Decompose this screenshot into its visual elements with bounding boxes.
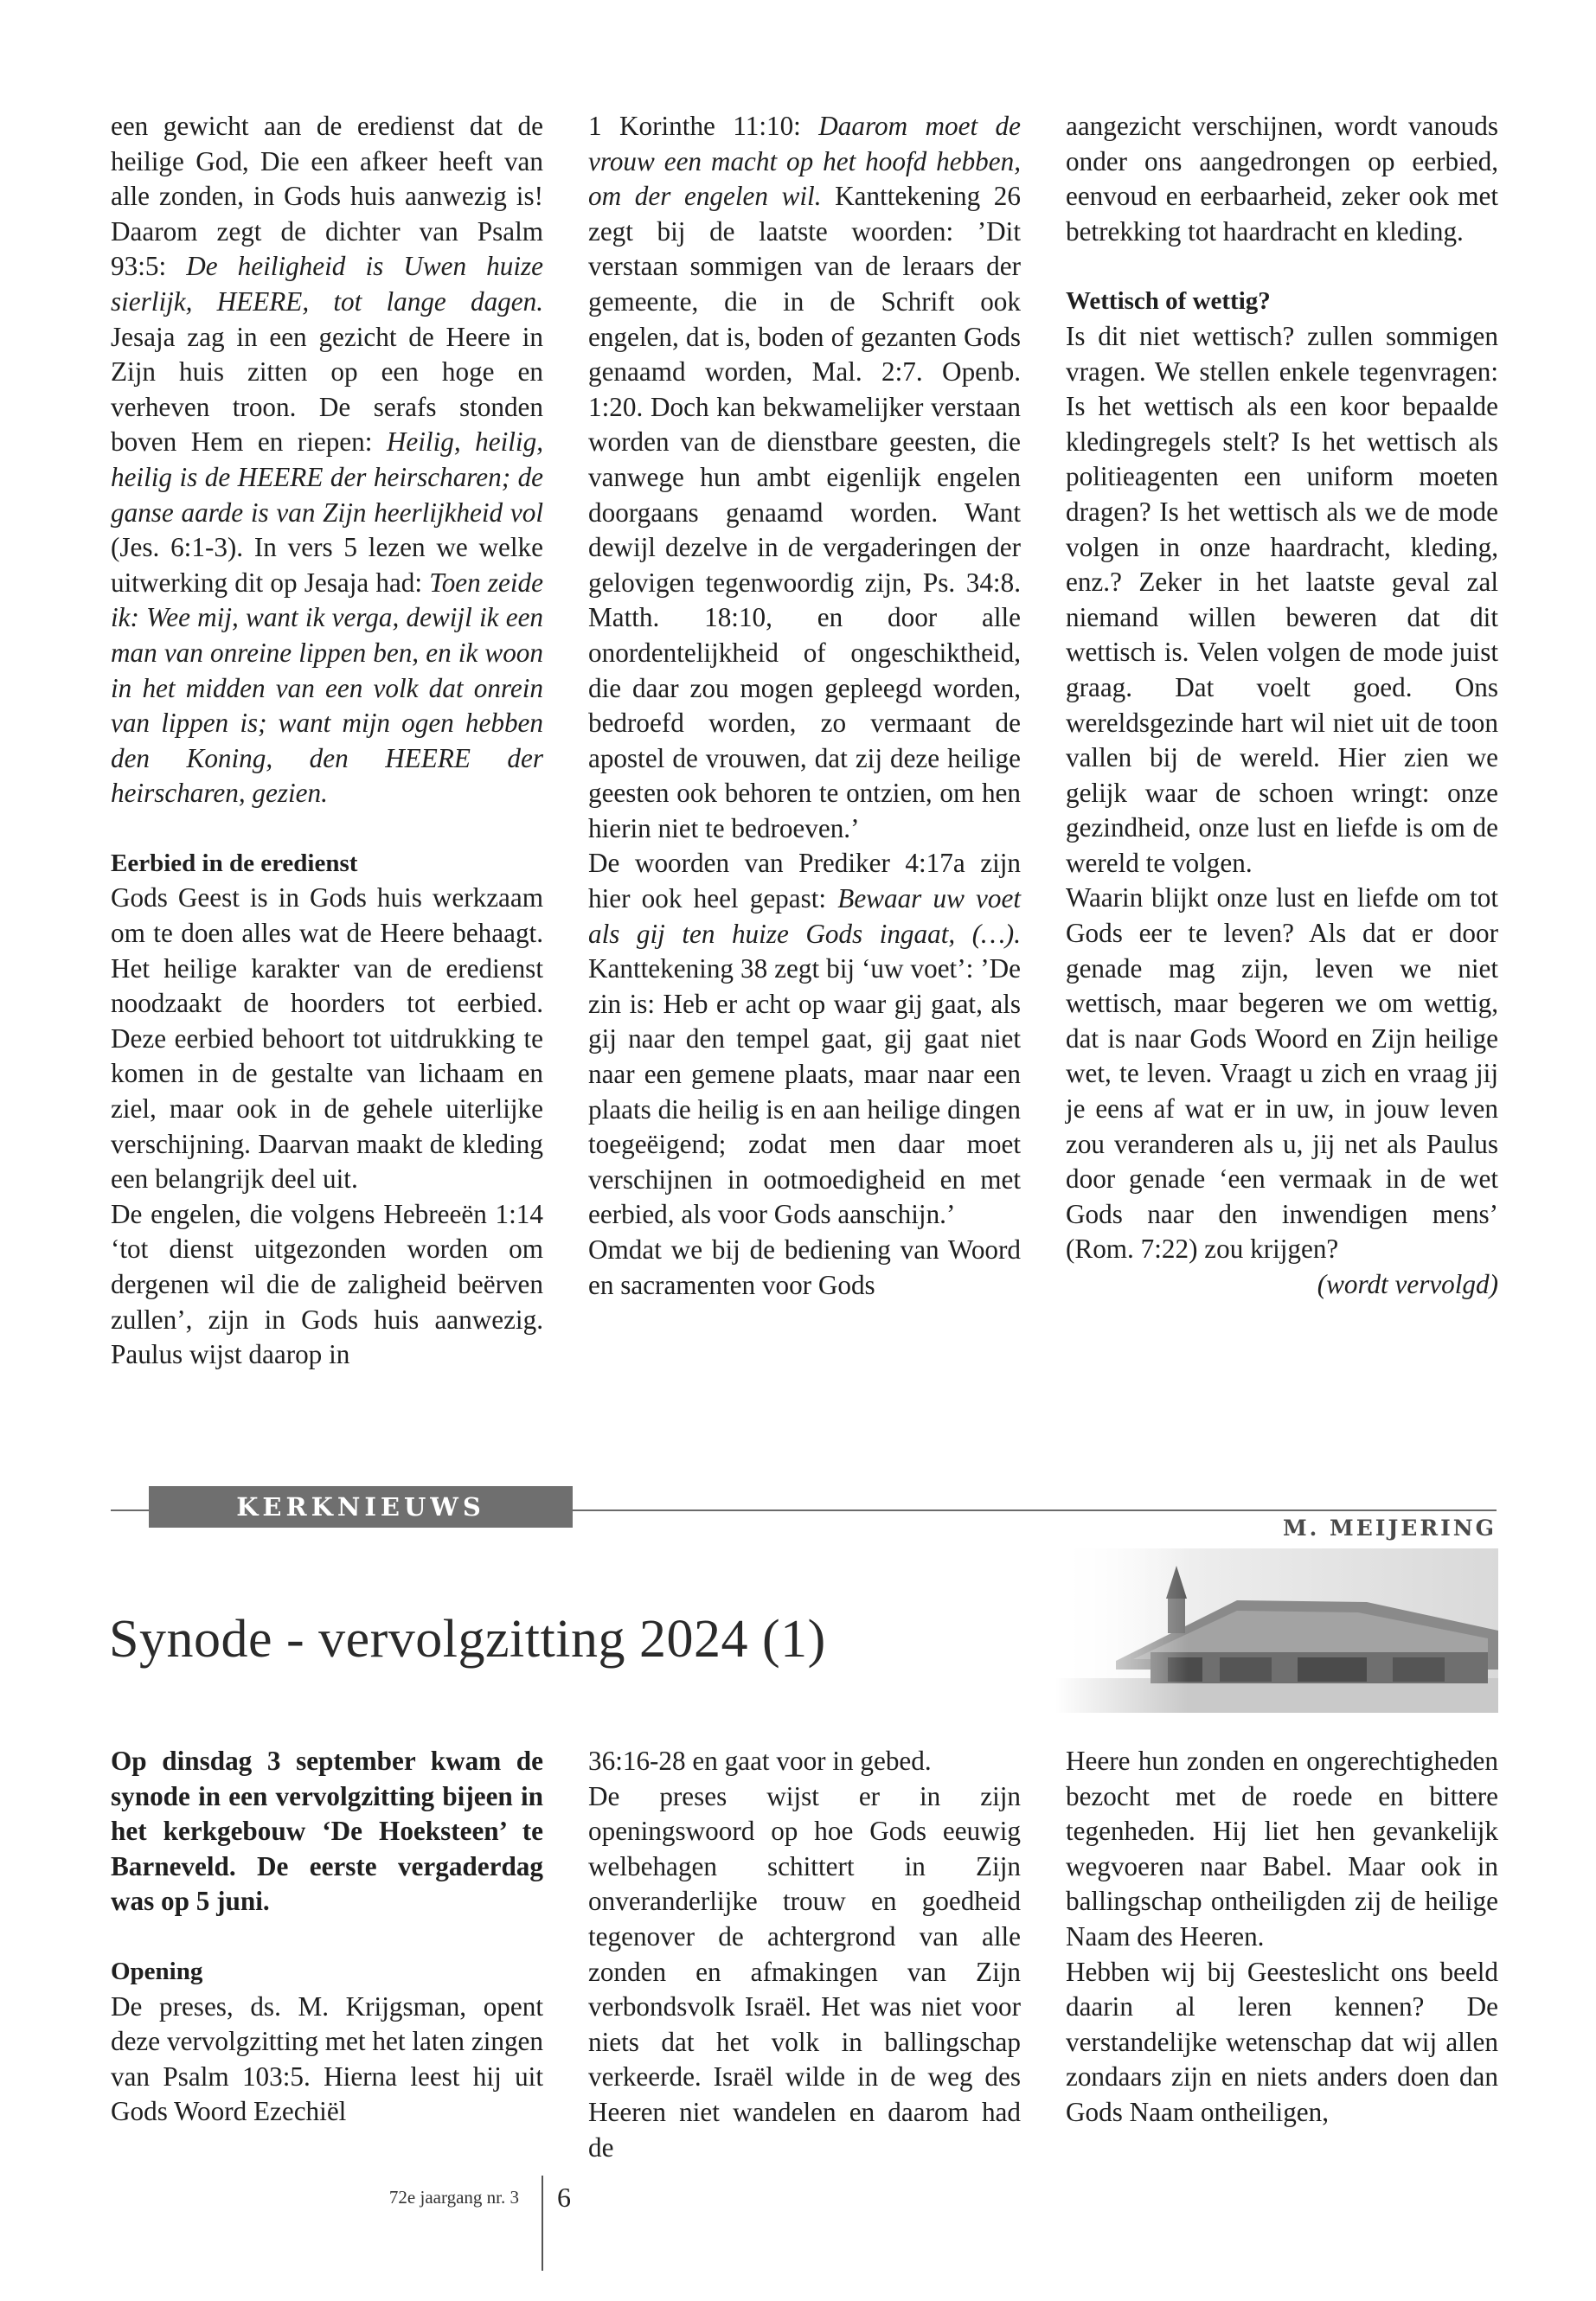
paragraph: Hebben wij bij Geesteslicht ons beeld daarin al leren kennen? De verstandelijke wetenschap dat wij allen zondaars zijn en niets anders doen dan Gods Naam ontheiligen,	[1066, 1956, 1498, 2127]
article1-column-2	[588, 109, 1021, 1303]
article2-column-3	[1066, 1744, 1498, 2131]
text: 1 Korinthe 11:10:	[588, 111, 819, 141]
page-number: 6	[557, 2182, 571, 2213]
article2-column-2	[588, 1744, 1021, 2165]
paragraph	[111, 109, 543, 811]
continued-text: (wordt vervolgd)	[1317, 1269, 1498, 1299]
quote: Daarom moet de vrouw een macht op het hoofd hebben, om der engelen wil.	[588, 111, 1021, 212]
footer-divider	[542, 2176, 543, 2271]
paragraph: aangezicht verschijnen, wordt vanouds onder ons aangedrongen op eerbied, eenvoud en eerbaarheid, zeker ook met betrekking tot haardracht en kleding.	[1066, 111, 1498, 247]
continued-note	[1066, 1267, 1498, 1303]
author-name: M. MEIJERING	[1282, 1516, 1497, 1541]
text: Jesaja zag in een gezicht de Heere in Zijn huis zitten op een hoge en verheven troon. De serafs stonden boven Hem en riepen:	[111, 321, 543, 458]
paragraph	[588, 109, 1021, 846]
section-heading: Eerbied in de eredienst	[111, 849, 358, 877]
paragraph: Waarin blijkt onze lust en liefde om tot Gods eer te leven? Als dat er door genade mag zijn, leven we niet wettisch, maar begeren we om wettig, dat is naar Gods Woord en Zijn heilige wet, te leven. Vraagt u zich en vraag jij je eens af wat er in uw, in jouw leven zou veranderen als u, jij net als Paulus door genade ‘een vermaak in de wet Gods naar den inwendigen mens’ (Rom. 7:22) zou krijgen?	[1066, 882, 1498, 1265]
paragraph: 36:16-28 en gaat voor in gebed.	[588, 1746, 932, 1776]
paragraph: Omdat we bij de bediening van Woord en sacramenten voor Gods	[588, 1234, 1021, 1300]
journal-info: 72e jaargang nr. 3	[388, 2187, 519, 2208]
text: (Jes. 6:1-3). In vers 5 lezen we welke uitwerking dit op Jesaja had:	[111, 532, 543, 598]
paragraph: De engelen, die volgens Hebreeën 1:14 ‘tot dienst uitgezonden worden om dergenen wil die de zaligheid beërven zullen’, zijn in Gods huis aanwezig. Paulus wijst daarop in	[111, 1198, 543, 1370]
paragraph: De preses wijst er in zijn openingswoord op hoe Gods eeuwig welbehagen schittert in Zijn onveranderlijke trouw en goedheid tegenover de achtergrond van alle zonden en afmakingen van Zijn verbondsvolk Israël. Het was niet voor niets dat het volk in ballingschap verkeerde. Israël wilde in de weg des Heeren niet wandelen en daarom had de	[588, 1780, 1021, 2163]
paragraph	[588, 846, 1021, 1233]
article1-column-1	[111, 109, 543, 1373]
article-title: Synode - vervolgzitting 2024 (1)	[109, 1610, 826, 1669]
church-building-illustration	[1055, 1548, 1498, 1713]
quote: Heilig, heilig, heilig is de HEERE der heirscharen; de ganse aarde is van Zijn heerlijkheid vol	[111, 426, 543, 528]
text: Kanttekening 38 zegt bij ‘uw voet’: ’De zin is: Heb er acht op waar gij gaat, als gij naar den tempel gaat, gij gaat niet naar een gemene plaats, maar naar een plaats die heilig is en aan heilige dingen toegeëigend; zodat men daar moet verschijnen in ootmoedigheid en met eerbied, als voor Gods aanschijn.’	[588, 953, 1021, 1230]
quote: Bewaar uw voet als gij ten huize Gods ingaat, (…).	[588, 883, 1021, 949]
paragraph: Gods Geest is in Gods huis werkzaam om te doen alles wat de Heere behaagt. Het heilige karakter van de eredienst noodzaakt de hoorders tot eerbied. Deze eerbied behoort tot uitdrukking te komen in de gestalte van lichaam en ziel, maar ook in de gehele uiterlijke verschijning. Daarvan maakt de kleding een belangrijk deel uit.	[111, 882, 543, 1195]
lead-paragraph: Op dinsdag 3 september kwam de synode in een vervolgzitting bijeen in het kerkgebouw ‘De Hoeksteen’ te Barneveld. De eerste vergaderdag was op 5 juni.	[111, 1746, 543, 1917]
article2-column-1	[111, 1744, 543, 2130]
text: De woorden van Prediker 4:17a zijn hier ook heel gepast:	[588, 848, 1021, 914]
quote: Toen zeide ik: Wee mij, want ik verga, dewijl ik een man van onreine lippen ben, en ik woon in het midden van een volk dat onrein van lippen is; want mijn ogen hebben den Koning, den HEERE der heirscharen, gezien.	[111, 567, 543, 809]
section-heading: Opening	[111, 1957, 203, 1985]
article1-column-3	[1066, 109, 1498, 1303]
section-label: KERKNIEUWS	[149, 1486, 573, 1528]
text: Kanttekening 26 zegt bij de laatste woorden: ’Dit verstaan sommigen van de leraars der gemeente, die in de Schrift ook engelen, dat is, boden of gezanten Gods genaamd worden, Mal. 2:7. Openb. 1:20. Doch kan bekwamelijker verstaan worden van de dienstbare geesten, die vanwege hun ambt eigenlijk engelen doorgaans genaamd worden. Want dewijl dezelve in de vergaderingen der gelovigen tegenwoordig zijn, Ps. 34:8. Matth. 18:10, en door alle onordentelijkheid of ongeschiktheid, die daar zou mogen gepleegd worden, bedroefd worden, zo vermaant de apostel de vrouwen, dat zij deze heilige geesten ook behoren te ontzien, om hen hierin niet te bedroeven.’	[588, 181, 1021, 843]
paragraph: De preses, ds. M. Krijgsman, opent deze vervolgzitting met het laten zingen van Psalm 103:5. Hierna leest hij uit Gods Woord Ezechiël	[111, 1990, 543, 2127]
text: een gewicht aan de eredienst dat de heilige God, Die een afkeer heeft van alle zonden, in Gods huis aanwezig is! Daarom zegt de dichter van Psalm 93:5:	[111, 111, 543, 282]
quote: De heiligheid is Uwen huize sierlijk, HEERE, tot lange dagen.	[111, 251, 543, 317]
paragraph: Heere hun zonden en ongerechtigheden bezocht met de roede en bittere tegenheden. Hij liet hen gevankelijk wegvoeren naar Babel. Maar ook in ballingschap ontheiligden zij de heilige Naam des Heeren.	[1066, 1746, 1498, 1952]
paragraph: Is dit niet wettisch? zullen sommigen vragen. We stellen enkele tegenvragen: Is het wettisch als een koor bepaalde kledingregels stelt? Is het wettisch als politieagenten een uniform moeten dragen? Is het wettisch als we de mode volgen in onze haardracht, kleding, enz.? Zeker in het laatste geval zal niemand willen beweren dat dit wettisch is. Velen volgen de mode juist graag. Dat voelt goed. Ons wereldsgezinde hart wil niet uit de toon vallen bij de wereld. Hier zien we gelijk waar de schoen wringt: onze gezindheid, onze lust en liefde is om de wereld te volgen.	[1066, 320, 1498, 878]
section-heading: Wettisch of wettig?	[1066, 287, 1271, 316]
